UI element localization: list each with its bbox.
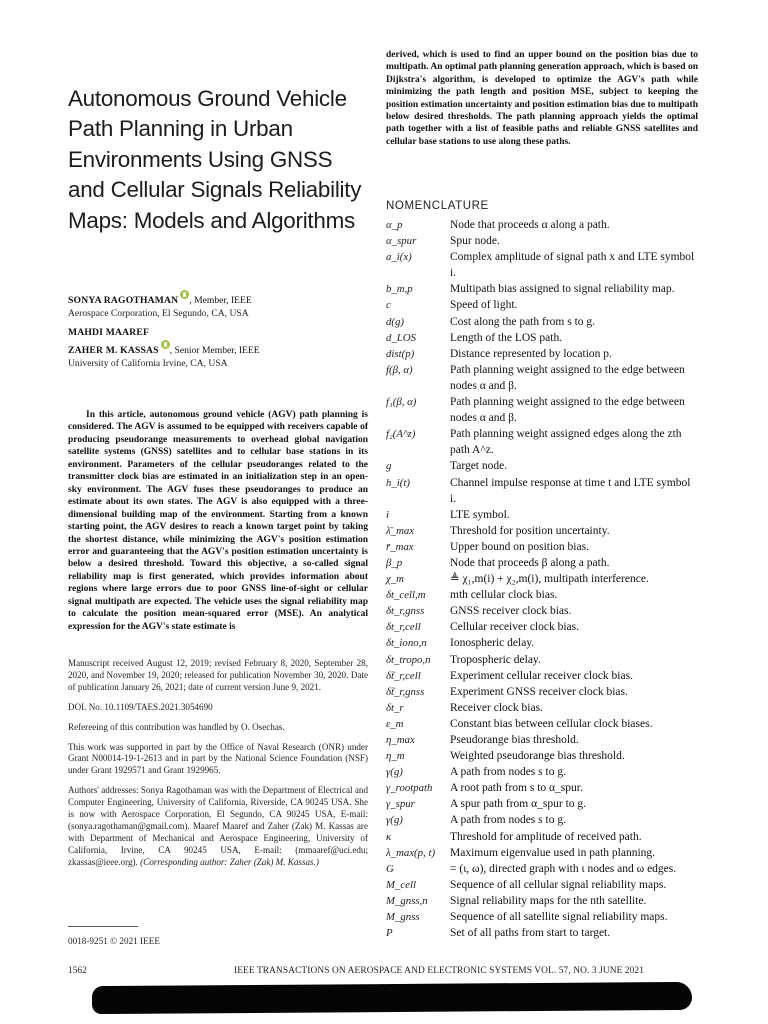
nomenclature-definition: Node that proceeds α along a path. [450,219,610,231]
nomenclature-row [386,587,698,603]
nomenclature-definition: Length of the LOS path. [450,331,563,344]
nomenclature-row [386,700,698,716]
nomenclature-row [386,812,698,828]
nomenclature-row [386,829,698,845]
nomenclature-definition: Experiment GNSS receiver clock bias. [450,685,628,698]
nomenclature-definition: Receiver clock bias. [450,701,543,714]
nomenclature-definition: A path from nodes s to g. [450,814,566,827]
nomenclature-row [386,925,698,941]
nomenclature-symbol: M_gnss,n [386,894,428,907]
nomenclature-row [386,233,698,249]
nomenclature-definition: Constant bias between cellular clock biases. [450,717,653,730]
nomenclature-symbol: α_spur [386,235,417,248]
nomenclature-symbol: b_m,p [386,283,413,296]
nomenclature-row [386,619,698,635]
nomenclature-symbol: a_i(x) [386,251,412,264]
nomenclature-row [386,458,698,474]
nomenclature-row [386,893,698,909]
nomenclature-symbol: η_max [386,734,415,746]
nomenclature-definition: Maximum eigenvalue used in path planning. [450,846,656,859]
nomenclature-definition: Cellular receiver clock bias. [450,621,579,634]
nomenclature-symbol: d(g) [386,315,404,328]
nomenclature-symbol: f₁(β, α) [386,396,417,409]
nomenclature-symbol: δt̃_r,cell [386,669,421,682]
nomenclature-row [386,249,698,281]
author-name: MAHDI MAAREF [68,327,150,339]
nomenclature-symbol: γ_rootpath [386,782,433,795]
author-name: ZAHER M. KASSAS [68,344,159,356]
nomenclature-row [386,217,698,233]
author-1 [68,290,368,307]
nomenclature-definition: Upper bound on position bias. [450,540,589,553]
nomenclature-definition: Target node. [450,460,508,473]
nomenclature-definition: Path planning weight assigned to the edge between nodes α and β. [450,363,685,392]
nomenclature-definition: Channel impulse response at time t and LTE symbol i. [450,476,691,505]
nomenclature-row [386,635,698,651]
nomenclature-row [386,796,698,812]
nomenclature-row [386,732,698,748]
nomenclature-definition: Experiment cellular receiver clock bias. [450,669,633,682]
nomenclature-symbol: λ̄_max [386,524,415,537]
nomenclature-symbol: f(β, α) [386,363,413,376]
nomenclature-definition: Signal reliability maps for the nth satellite. [450,894,647,907]
nomenclature-symbol: c [386,299,391,312]
nomenclature-definition: Path planning weight assigned edges along the zth path A^z. [450,428,682,457]
nomenclature-definition: LTE symbol. [450,508,510,521]
nomenclature-symbol: γ(g) [386,814,403,827]
nomenclature-symbol: δt_r [386,701,404,714]
nomenclature-definition: mth cellular clock bias. [450,589,558,602]
nomenclature-row [386,845,698,861]
author-3 [68,340,368,357]
nomenclature-symbol: d_LOS [386,331,416,344]
author-affiliation: Aerospace Corporation, El Segundo, CA, USA [68,308,249,320]
nomenclature-symbol: dist(p) [386,347,415,360]
nomenclature-row [386,652,698,668]
orcid-icon[interactable] [180,290,189,299]
nomenclature-symbol: G [386,862,394,875]
nomenclature-row [386,716,698,732]
nomenclature-row [386,523,698,539]
author-role: , Senior Member, IEEE [169,344,260,356]
nomenclature-definition: GNSS receiver clock bias. [450,605,572,618]
nomenclature-symbol: χ_m [386,573,404,586]
nomenclature-row [386,603,698,619]
nomenclature-symbol: η_m [386,750,405,763]
nomenclature-symbol: M_cell [386,878,416,891]
copyright-divider [68,926,138,927]
nomenclature-definition: Distance represented by location p. [450,347,612,360]
nomenclature-table [386,217,698,941]
redaction-mark [92,982,692,1014]
author-affiliation: University of California Irvine, CA, USA [68,357,228,369]
author-name: SONYA RAGOTHAMAN [68,295,179,306]
nomenclature-symbol: α_p [386,219,403,231]
nomenclature-symbol: f₂(A^z) [386,428,416,441]
footnotes [68,658,368,877]
doi-note[interactable]: DOI. No. 10.1109/TAES.2021.3054690 [68,701,213,712]
nomenclature-symbol: δt_r,cell [386,621,421,634]
nomenclature-definition: Tropospheric delay. [450,653,541,666]
nomenclature-definition: Path planning weight assigned to the edge between nodes α and β. [450,396,685,425]
nomenclature-symbol: δt_cell,m [386,589,426,602]
nomenclature-symbol: h_i(t) [386,476,410,489]
author-block [68,290,368,370]
nomenclature-symbol: λ_max(p, t) [386,846,436,859]
nomenclature-definition: Weighted pseudorange bias threshold. [450,750,625,763]
nomenclature-symbol: γ_spur [386,798,415,811]
nomenclature-symbol: κ [386,830,392,843]
nomenclature-definition: Sequence of all satellite signal reliability maps. [450,911,668,924]
nomenclature-row [386,684,698,700]
nomenclature-definition: Cost along the path from s to g. [450,315,596,328]
nomenclature-definition: A spur path from α_spur to g. [450,798,587,811]
orcid-icon[interactable] [161,340,170,349]
nomenclature-definition: Complex amplitude of signal path x and LTE symbol i. [450,251,695,280]
nomenclature-definition: Set of all paths from start to target. [450,927,611,940]
nomenclature-row [386,780,698,796]
nomenclature-definition: ≜ χ₁,m(i) + χ₂,m(i), multipath interference. [450,573,649,586]
nomenclature-row [386,346,698,362]
page-number: 1562 [68,966,87,976]
nomenclature-row [386,668,698,684]
nomenclature-definition: = (ι, ω), directed graph with ι nodes and ω edges. [450,862,677,875]
nomenclature-symbol: i [386,508,389,521]
nomenclature-row [386,362,698,394]
nomenclature-row [386,281,698,297]
nomenclature-row [386,507,698,523]
nomenclature-symbol: δt_iono,n [386,637,427,650]
abstract-left: In this article, autonomous ground vehicle (AGV) path planning is considered. The AGV is assumed to be equipped with receivers capable of producing pseudorange measurements to overhead global navigation satellite systems (GNSS) satellites and to cellular base stations in its environment. Parameters of the cellular pseudoranges related to the transmitter clock bias are estimated in an initialization step in an open-sky environment. The AGV fuses these pseudoranges to produce an estimate about its own states. The AGV is also equipped with a three-dimensional building map of the environment. Starting from a known starting point, the AGV desires to reach a known target point by taking the shortest distance, while minimizing the AGV's position estimation error and guaranteeing that the AGV's position estimation uncertainty is below a desired threshold. Toward this objective, a so-called signal reliability map is first generated, which provides information about regions where large errors due to poor GNSS line-of-sight or cellular signal multipath are expected. The vehicle uses the signal reliability map to calculate the position mean-squared error (MSE). An analytical expression for the AGV's state estimate is [68,410,368,632]
nomenclature-row [386,297,698,313]
nomenclature-row [386,909,698,925]
nomenclature-row [386,877,698,893]
nomenclature-symbol: r̄_max [386,540,414,553]
nomenclature-row [386,394,698,426]
nomenclature-row [386,539,698,555]
nomenclature-definition: A path from nodes s to g. [450,766,566,779]
nomenclature-symbol: P [386,927,393,940]
nomenclature-symbol: γ(g) [386,766,403,779]
nomenclature-symbol: M_gnss [386,911,420,924]
nomenclature-definition: Threshold for amplitude of received path. [450,830,642,843]
nomenclature-symbol: δt_tropo,n [386,653,431,666]
nomenclature-definition: Threshold for position uncertainty. [450,524,610,537]
nomenclature-definition: A root path from s to α_spur. [450,782,583,795]
nomenclature-definition: Node that proceeds β along a path. [450,556,610,569]
nomenclature-definition: Spur node. [450,235,500,248]
nomenclature-row [386,330,698,346]
nomenclature-symbol: g [386,460,392,473]
nomenclature-definition: Sequence of all cellular signal reliability maps. [450,878,667,891]
nomenclature-symbol: ε_m [386,717,404,730]
nomenclature-definition: Pseudorange bias threshold. [450,734,579,746]
author-2 [68,326,368,339]
paper-title: Autonomous Ground Vehicle Path Planning in Urban Environments Using GNSS and Cellular Signals Reliability Maps: Models and Algorithms [68,86,362,233]
addresses-text: Authors' addresses: Sonya Ragothaman was with the Department of Electrical and Computer Engineering, University of California, Riverside, CA 90245 USA. She is now with Aerospace Corporation, El Segundo, CA 90245 USA, E-mail: (sonya.ragothaman@gmail.com). Maaref Maaref and Zaher (Zak) M. Kassas are with Department of Mechanical and Aerospace Engineering, University of California, Irvine, CA 90245 USA, E-mail: (mmaaref@uci.edu; zkassas@ieee.org). [68,785,368,867]
nomenclature-row [386,314,698,330]
nomenclature-heading: NOMENCLATURE [386,200,489,212]
nomenclature-symbol: β_p [386,556,403,569]
refereeing-note: Refereeing of this contribution was handled by O. Osechas. [68,721,285,732]
nomenclature-definition: Multipath bias assigned to signal reliability map. [450,283,675,296]
nomenclature-symbol: δt̃_r,gnss [386,685,425,698]
nomenclature-row [386,861,698,877]
corresponding-author: (Corresponding author: Zaher (Zak) M. Kassas.) [140,856,319,867]
journal-line: IEEE TRANSACTIONS ON AEROSPACE AND ELECTRONIC SYSTEMS VOL. 57, NO. 3 JUNE 2021 [234,966,644,976]
nomenclature-row [386,426,698,458]
nomenclature-definition: Speed of light. [450,299,518,312]
funding-note: This work was supported in part by the Office of Naval Research (ONR) under Grant N00014-19-1-2613 and in part by the National Science Foundation (NSF) under Grant 1929571 and Grant 1929965. [68,741,368,776]
nomenclature-row [386,555,698,571]
nomenclature-row [386,571,698,587]
nomenclature-row [386,475,698,507]
nomenclature-definition: Ionospheric delay. [450,637,535,650]
nomenclature-row [386,748,698,764]
manuscript-note: Manuscript received August 12, 2019; revised February 8, 2020, September 28, 2020, and November 19, 2020; released for publication November 30, 2020. Date of publication January 26, 2021; date of current version June 9, 2021. [68,658,368,692]
nomenclature-symbol: δt_r,gnss [386,605,425,618]
nomenclature-row [386,764,698,780]
author-role: , Member, IEEE [189,295,252,306]
addresses-note [68,785,368,868]
copyright-line: 0018-9251 © 2021 IEEE [68,936,160,946]
abstract-right: derived, which is used to find an upper bound on the position bias due to multipath. An optimal path planning generation approach, which is based on Dijkstra's algorithm, is developed to optimize the AGV's path while minimizing the path length and position MSE, subject to keeping the position estimation uncertainty and position estimation bias due to multipath below desired thresholds. The path planning approach yields the optimal path together with a list of feasible paths and reliable GNSS satellites and cellular base stations to use along these paths. [386,50,698,147]
